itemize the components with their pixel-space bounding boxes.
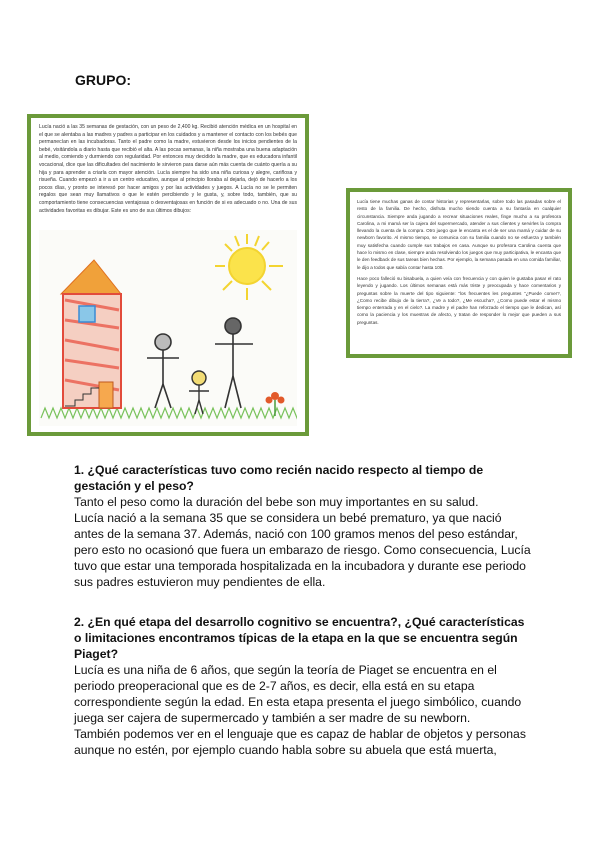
answer-paragraph: Tanto el peso como la duración del bebe son muy importantes en su salud. (74, 495, 479, 509)
answer-paragraph: También podemos ver en el lenguaje que es capaz de hablar de objetos y personas aunque no estén, por ejemplo cuando habla sobre su abuela que está muerta, (74, 727, 526, 757)
question-2-answer (74, 662, 534, 758)
question-1-answer (74, 494, 534, 590)
case-right-paragraph-2: Hace poco falleció su bisabuela, a quien veía con frecuencia y con quien le gustaba pasar el rato leyendo y jugando. Los últimos semanas está más triste y preocupada y hace comentarios y preguntas sobre la muerte del tipo siguiente: "los frecuentes les preguntes "¿Puede comer?, ¿Como recibe dibujo de la tierra?, ¿Ve a todo?, ¿Me escucha?, ¿Como puede estar el mismo tiempo enterrada y en el cielo?. La madre y el padre han reforzado el tiempo que le dedican, así como la paciencia y los muestras de afecto, y tratan de responder lo mejor que pueden a sus preguntas. (357, 275, 561, 325)
question-section (74, 462, 534, 758)
case-left-text: Lucía nació a las 35 semanas de gestación, con un peso de 2,400 kg. Recibió atención médica en un hospital en el que se alentaba a las madres y padres a participar en los cuidados y a mantener el contacto con los bebés que permanecían en las incubadoras. Tanto el padre como la madre, estuvieron desde los inicios pendientes de la bebé, visitándola a diario hasta que recibió el alta. A las pocas semanas, la niña mostraba una buena adaptación al medio, comiendo y durmiendo con regularidad. Por entonces muy decidido la madre, que es educadora infantil vocacional, dice que las dificultades del nacimiento le sirvieron para darse aún más cuenta de cuánto quería a su hija y para aprender a criarla con mayor atención. Lucía siempre ha sido una niña curiosa y alegre, cariñosa y risueña. Cuando empezó a ir a un centro educativo, aunque al principio lloraba al dejarla, dejó de hacerlo a los pocos días, y pronto se interesó por hacer amigos y por las actividades y juegos. A Lucía no se le permiten regalos que sean muy llamativos o que le estén percibiendo y le gusta, y, sobre todo, también, que su comportamiento tiene consecuencias ventajosas o desventajosas en función de si es adecuado o no. Una de sus actividades favoritas es dibujar. Este es uno de sus últimos dibujos: (39, 124, 297, 214)
group-label: GRUPO: (75, 72, 131, 88)
answer-paragraph: Lucía nació a la semana 35 que se considera un bebé prematuro, ya que nació antes de la semana 37. Además, nació con 100 gramos menos del peso estándar, pero esto no ocasionó que fuera un embarazo de riesgo. Como consecuencia, Lucía tuvo que estar una temporada hospitalizada en la incubadora y durante ese periodo sus padres estuvieron muy pendientes de ella. (74, 511, 531, 589)
question-2-title: 2. ¿En qué etapa del desarrollo cognitivo se encuentra?, ¿Qué características o limitaciones encontramos típicas de la etapa en la que se encuentra según Piaget? (74, 615, 525, 661)
case-card-right (346, 188, 572, 358)
child-drawing (39, 230, 297, 426)
answer-paragraph: Lucía es una niña de 6 años, que según la teoría de Piaget se encuentra en el periodo preoperacional que es de 2-7 años, es decir, ella está en su etapa correspondiente según la edad. En esta etapa presenta el juego simbólico, cuando juega ser cajera de supermercado y también a ser madre de su newborn. (74, 663, 522, 725)
case-right-paragraph-1: Lucía tiene muchas ganas de contar historias y representarlas, sobre todo las pasadas sobre el resto de la familia. De hecho, disfruta mucho siendo cuenta a su fantasía en cualquier circunstancia. Siempre anda jugando a recrear situaciones reales, finge mucho a su profesora Carolina, a mi mamá ser la cajera del supermercado, atender a sus clientes y servirles la compra llevando la cuenta de la compra. Otro juego que le encanta es el de ser una mamá y cuidar de su newborn favorito. Al mismo tiempo, se comunica con su familia cuando no se esfuerza y también muy satisfecha cuando cumple sus trabajos en casa. Aunque su profesora Carolina cuenta que hace lo mismo en clase, siempre anda resolviendo los juegos que muy participativa, le encanta que le den feedback de sus tareas bien hechas. Por ejemplo, la semana pasada en una comida familiar, le dijo a todos que sabía contar hasta 100. (357, 199, 561, 270)
question-1-title: 1. ¿Qué características tuvo como recién nacido respecto al tiempo de gestación y el peso? (74, 463, 484, 493)
case-card-left (27, 114, 309, 436)
